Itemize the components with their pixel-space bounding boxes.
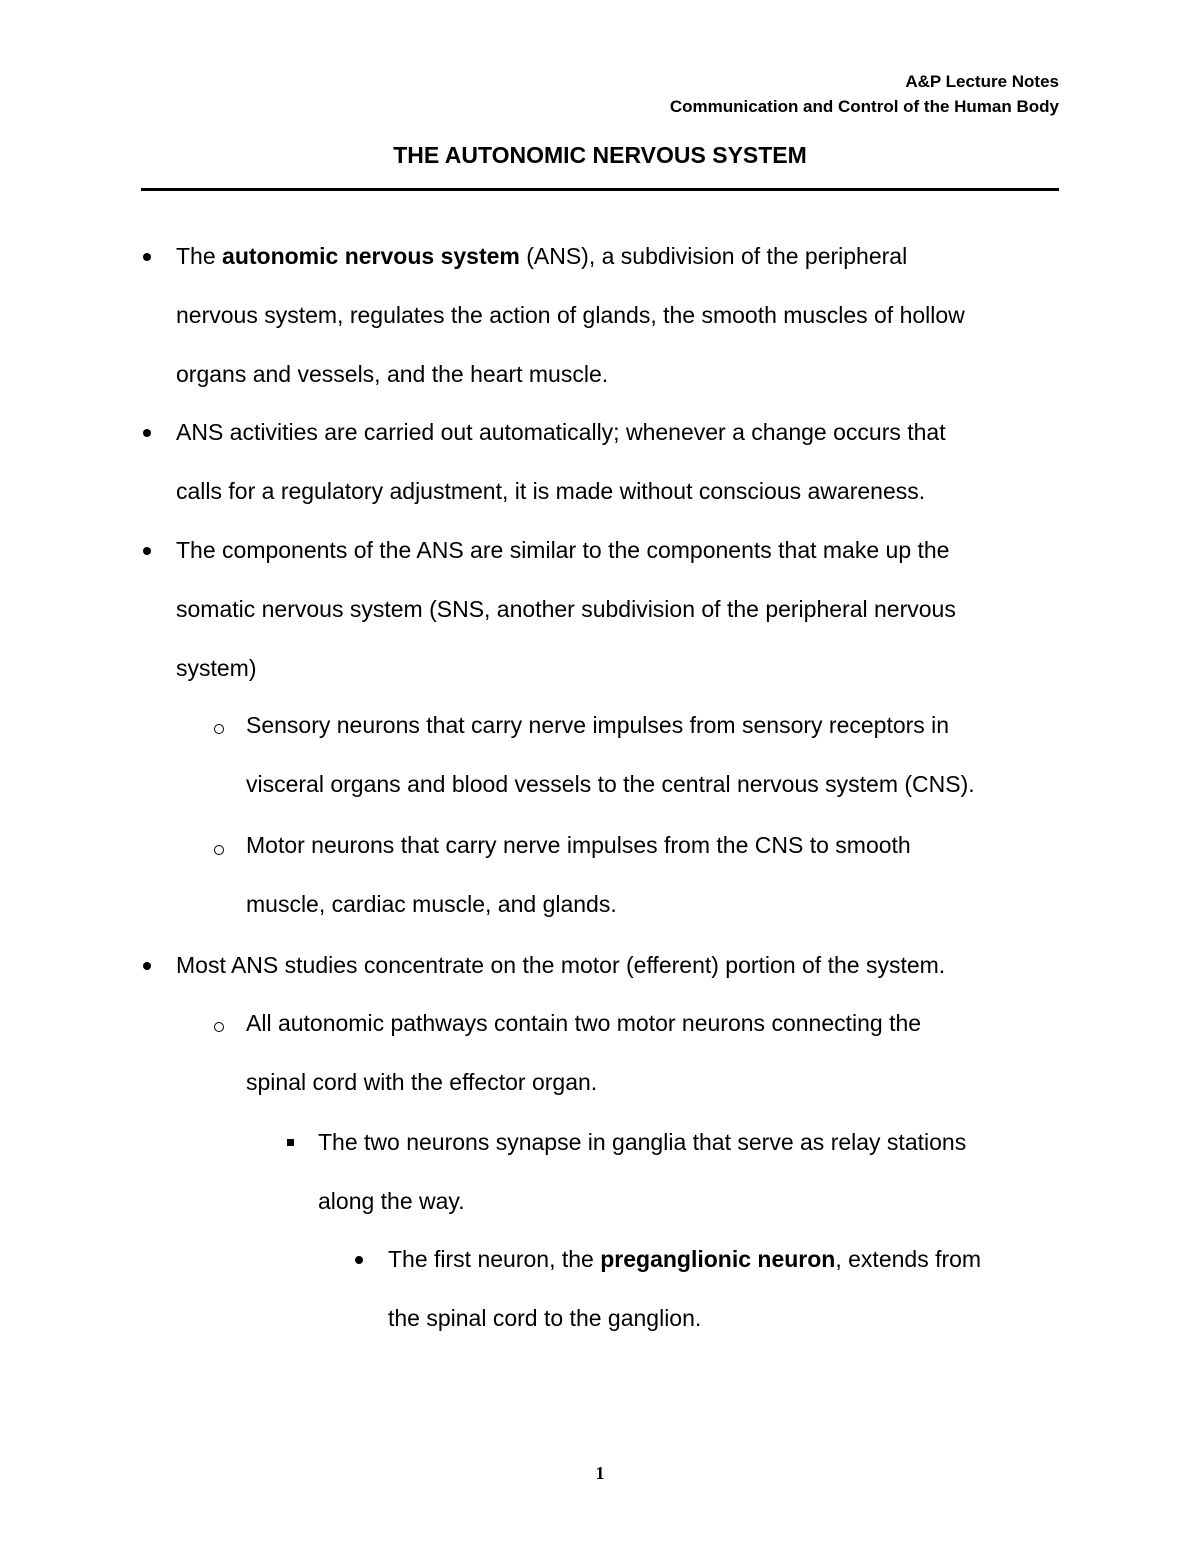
- text-line: Motor neurons that carry nerve impulses from the CNS to smooth: [246, 832, 911, 858]
- text-line: The two neurons synapse in ganglia that serve as relay stations: [318, 1129, 967, 1155]
- list-item-ganglia-synapse: [318, 1113, 966, 1231]
- list-item-motor-studies: [176, 936, 945, 995]
- text-line: nervous system, regulates the action of glands, the smooth muscles of hollow: [176, 302, 965, 328]
- bullet-circle-icon: [214, 724, 224, 734]
- bullet-disc-icon: [355, 1256, 363, 1264]
- text-segment: , extends from: [835, 1246, 982, 1272]
- list-item-autonomic-pathways: [246, 994, 921, 1112]
- list-item-motor-neurons: [246, 816, 911, 934]
- bullet-circle-icon: [214, 1022, 224, 1032]
- text-segment: The first neuron, the: [388, 1246, 601, 1272]
- text-line: Most ANS studies concentrate on the motor (efferent) portion of the system.: [176, 952, 946, 978]
- header-course-title: A&P Lecture Notes: [905, 72, 1059, 91]
- text-line: visceral organs and blood vessels to the central nervous system (CNS).: [246, 771, 975, 797]
- text-line: the spinal cord to the ganglion.: [388, 1305, 702, 1331]
- title-divider: [141, 188, 1059, 191]
- text-line: somatic nervous system (SNS, another subdivision of the peripheral nervous: [176, 596, 956, 622]
- document-title: THE AUTONOMIC NERVOUS SYSTEM: [393, 142, 807, 168]
- bold-term: preganglionic neuron: [600, 1246, 836, 1272]
- bullet-square-icon: [287, 1139, 294, 1146]
- bullet-disc-icon: [143, 429, 151, 437]
- header-unit-title: Communication and Control of the Human Body: [669, 97, 1059, 116]
- text-line: along the way.: [318, 1188, 465, 1214]
- text-line: The components of the ANS are similar to the components that make up the: [176, 537, 950, 563]
- page-number: 1: [595, 1463, 605, 1483]
- bullet-disc-icon: [143, 547, 151, 555]
- text-segment: The: [176, 243, 223, 269]
- text-line: system): [176, 655, 257, 681]
- list-item-ans-activities: [176, 403, 946, 521]
- bullet-disc-icon: [143, 253, 151, 261]
- text-line: organs and vessels, and the heart muscle.: [176, 361, 609, 387]
- text-segment: (ANS), a subdivision of the peripheral: [519, 243, 908, 269]
- list-item-ans-definition: [176, 227, 965, 404]
- text-line: calls for a regulatory adjustment, it is made without conscious awareness.: [176, 478, 926, 504]
- list-item-preganglionic-neuron: [388, 1230, 981, 1348]
- text-line: muscle, cardiac muscle, and glands.: [246, 891, 617, 917]
- bullet-disc-icon: [143, 962, 151, 970]
- text-line: All autonomic pathways contain two motor neurons connecting the: [246, 1010, 922, 1036]
- bullet-circle-icon: [214, 845, 224, 855]
- text-line: Sensory neurons that carry nerve impulses from sensory receptors in: [246, 712, 950, 738]
- text-line: ANS activities are carried out automatically; whenever a change occurs that: [176, 419, 946, 445]
- list-item-sensory-neurons: [246, 696, 975, 814]
- text-line: spinal cord with the effector organ.: [246, 1069, 598, 1095]
- bold-term: autonomic nervous system: [222, 243, 520, 269]
- list-item-ans-components: [176, 521, 956, 698]
